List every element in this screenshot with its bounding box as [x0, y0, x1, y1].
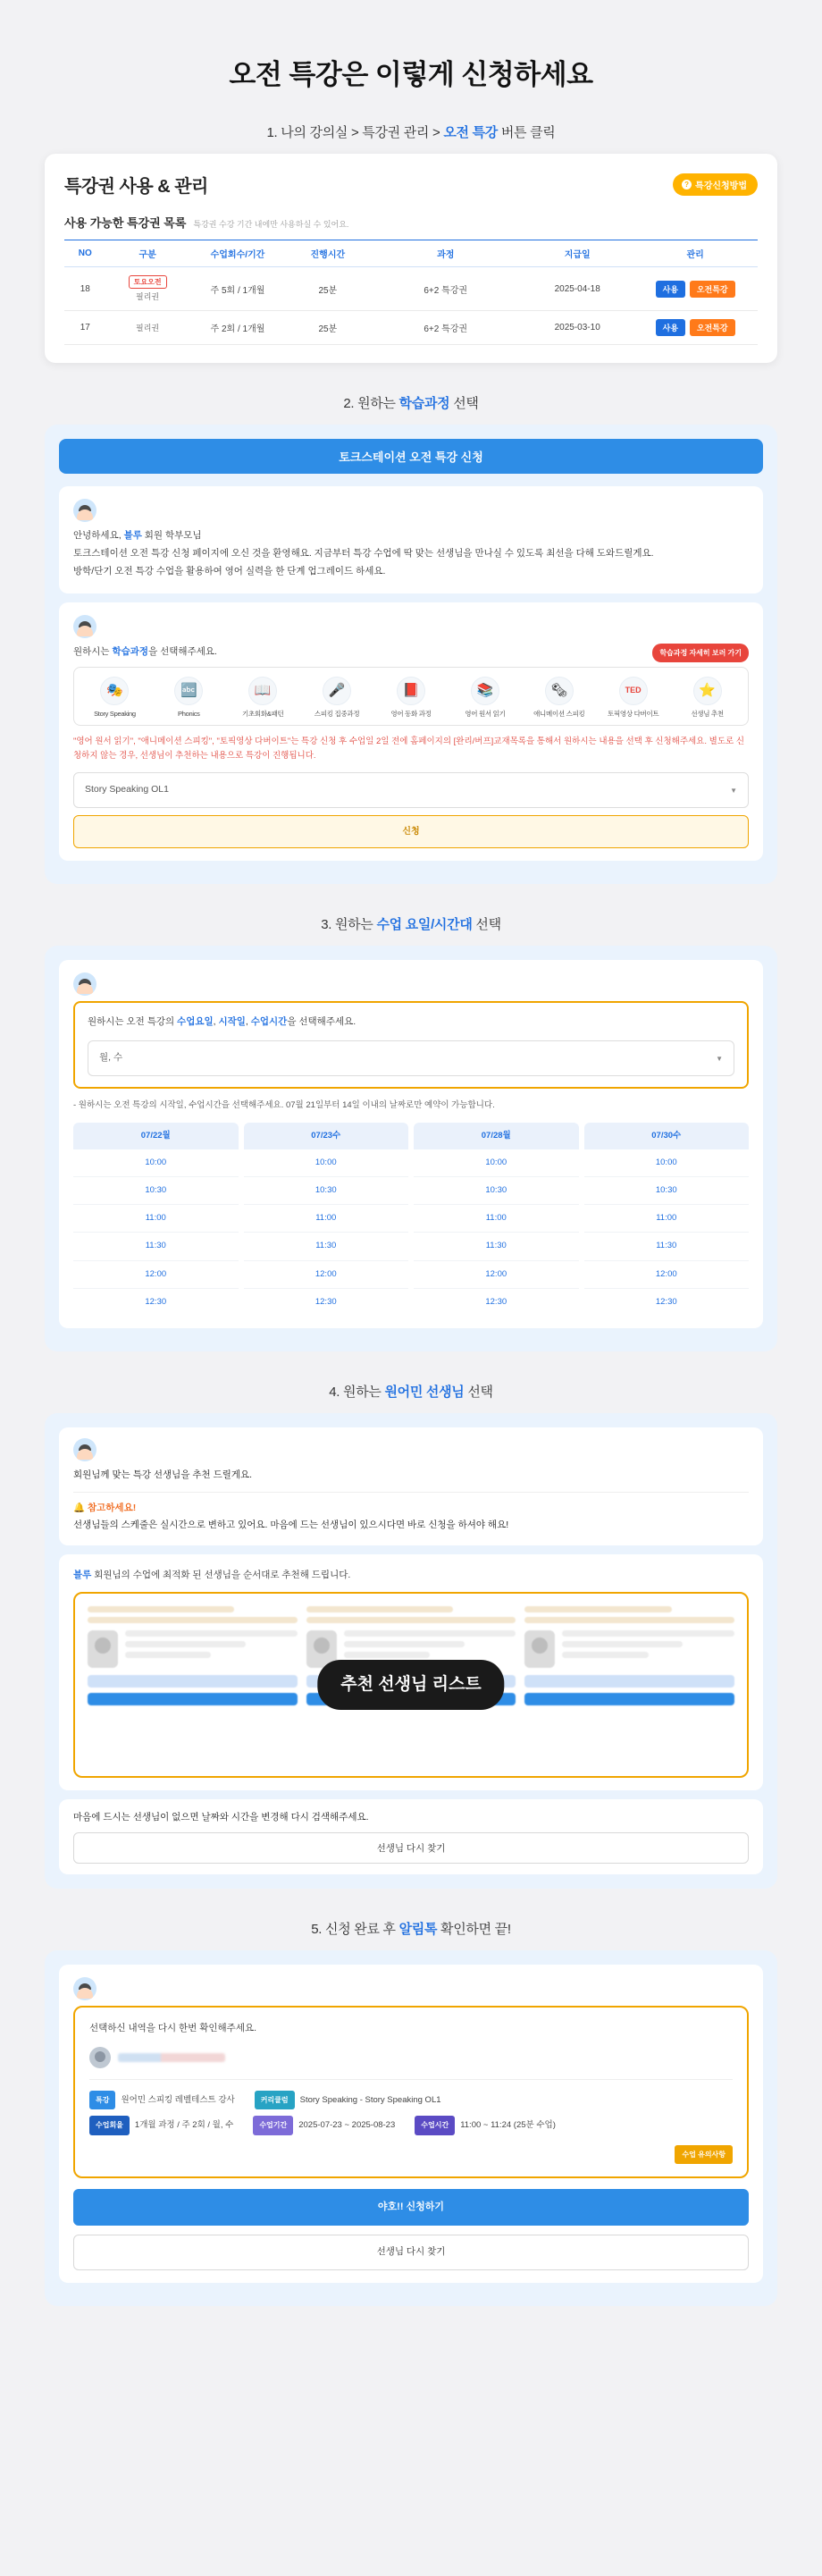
time-slot[interactable]: 11:00 — [244, 1205, 409, 1233]
time-slot[interactable]: 11:30 — [414, 1233, 579, 1260]
confirm-field — [253, 2116, 395, 2134]
apply-panel-title: 토크스테이션 오전 특강 신청 — [59, 439, 763, 474]
submit-application-button[interactable]: 야호!! 신청하기 — [73, 2189, 749, 2226]
field-pill: 수업시간 — [415, 2116, 455, 2134]
course-option-ted-topic[interactable] — [598, 677, 668, 718]
selected-days-label: 월, 수 — [99, 1052, 123, 1064]
greeting-line-1 — [73, 527, 749, 545]
course-option-english-reading[interactable] — [449, 677, 520, 718]
confirm-field — [255, 2091, 441, 2109]
sched-lead-pre: 원하시는 오전 특강의 — [88, 1016, 178, 1028]
course-label: Phonics — [178, 709, 200, 718]
th-course: 과정 — [369, 240, 522, 267]
time-slot[interactable]: 10:00 — [414, 1149, 579, 1177]
teacher-card[interactable] — [88, 1606, 298, 1705]
course-option-speaking-focus[interactable] — [302, 677, 373, 718]
confirm-row-2 — [89, 2116, 733, 2141]
greeting-box — [59, 486, 763, 593]
step-4-post: 선택 — [464, 1384, 493, 1400]
timetable-column-4 — [584, 1123, 750, 1315]
th-issued: 지급일 — [522, 240, 633, 267]
step-3-post: 선택 — [472, 917, 501, 933]
timetable-column-3 — [414, 1123, 579, 1315]
chevron-down-icon: ▼ — [716, 1054, 723, 1063]
step-1-label — [45, 122, 777, 141]
avatar — [73, 1977, 96, 2000]
time-slot[interactable]: 12:30 — [145, 1296, 167, 1307]
time-slot[interactable]: 12:00 — [244, 1261, 409, 1289]
cell-count: 주 5회 / 1개월 — [189, 267, 287, 311]
course-option-teacher-recommend[interactable] — [672, 677, 742, 718]
time-slot[interactable]: 11:00 — [414, 1205, 579, 1233]
avatar — [73, 1438, 96, 1461]
course-label: 선생님 추천 — [691, 709, 724, 718]
lead-highlight: 학습과정 — [112, 645, 149, 657]
step-5-highlight: 알림톡 — [398, 1922, 438, 1938]
step-3-label — [45, 914, 777, 933]
guide-button[interactable] — [673, 173, 758, 196]
confirm-teacher-row — [89, 2038, 733, 2080]
ted-icon: TED — [619, 677, 648, 705]
time-slot[interactable]: 11:00 — [584, 1205, 750, 1233]
course-detail-button[interactable]: 학습과정 자세히 보러 가기 — [652, 644, 749, 662]
time-slot[interactable]: 12:00 — [73, 1261, 239, 1289]
time-slot[interactable]: 11:30 — [244, 1233, 409, 1260]
step-4-highlight: 원어민 선생님 — [384, 1384, 465, 1400]
field-value: 원어민 스피킹 레벨테스트 강사 — [121, 2094, 235, 2105]
schedule-lead — [88, 1014, 734, 1031]
cell-actions — [633, 267, 758, 311]
time-slot[interactable]: 10:00 — [244, 1149, 409, 1177]
cell-type — [106, 267, 189, 311]
course-icon-row — [73, 667, 749, 726]
day-header: 07/23수 — [244, 1123, 409, 1149]
field-value: 2025-07-23 ~ 2025-08-23 — [298, 2120, 396, 2131]
greeting-line-3: 방학/단기 오전 특강 수업을 활용하여 영어 실력을 한 단계 업그레이드 하세요. — [73, 565, 386, 577]
confirm-box-wrap — [59, 1965, 763, 2282]
cell-course: 6+2 특강권 — [369, 267, 522, 311]
field-value: 11:00 ~ 11:24 (25분 수업) — [460, 2120, 556, 2131]
recommend-name: 블루 — [73, 1570, 92, 1581]
ticket-sub-desc: 특강권 수강 기간 내에만 사용하실 수 있어요. — [193, 220, 349, 229]
time-slot[interactable]: 11:30 — [73, 1233, 239, 1260]
storybook-icon: 📕 — [397, 677, 425, 705]
type-label: 필리권 — [136, 324, 160, 333]
cell-no: 18 — [64, 267, 106, 311]
recommend-lead — [73, 1567, 749, 1585]
timetable-column-1 — [73, 1123, 239, 1315]
animation-icon: 🗞 — [545, 677, 574, 705]
step-3-highlight: 수업 요일/시간대 — [376, 917, 473, 933]
lead-post: 을 선택해주세요. — [148, 645, 217, 657]
use-button[interactable]: 사용 — [656, 281, 685, 298]
table-row — [64, 267, 758, 311]
type-label: 필리권 — [136, 292, 160, 301]
time-slot[interactable]: 12:30 — [315, 1296, 337, 1307]
step-4-label — [45, 1382, 777, 1401]
page-title: 오전 특강은 이렇게 신청하세요 — [229, 59, 593, 90]
timetable-grid — [73, 1123, 749, 1315]
step-2-highlight: 학습과정 — [398, 396, 450, 411]
class-notice-tag[interactable]: 수업 유의사항 — [675, 2145, 733, 2164]
phonics-icon: 🔤 — [174, 677, 203, 705]
apply-button[interactable]: 신청 — [73, 815, 749, 848]
teacher-photo — [88, 1630, 118, 1668]
confirm-tag-row — [89, 2142, 733, 2164]
time-slot[interactable]: 12:00 — [414, 1261, 579, 1289]
bell-icon: 🔔 — [73, 1502, 86, 1513]
teacher-list-box — [59, 1554, 763, 1790]
sched-mid: , — [213, 1016, 219, 1028]
step-5-label — [45, 1919, 777, 1938]
type-tag: 토요오전 — [129, 275, 167, 289]
field-value: Story Speaking - Story Speaking OL1 — [299, 2094, 441, 2105]
teacher-intro-text: 회원님께 맞는 특강 선생님을 추천 드릴게요. — [73, 1469, 253, 1480]
use-button[interactable]: 사용 — [656, 319, 685, 336]
step-2-post: 선택 — [449, 396, 479, 411]
day-select-group — [73, 1001, 749, 1089]
th-count: 수업회수/기간 — [189, 240, 287, 267]
star-icon: ⭐ — [693, 677, 722, 705]
avatar — [73, 972, 96, 996]
story-speaking-icon: 🎭 — [100, 677, 129, 705]
lead-pre: 원하시는 — [73, 645, 113, 657]
field-pill: 커리큘럼 — [255, 2091, 295, 2109]
avatar — [73, 499, 96, 522]
step-1-highlight: 오전 특강 — [443, 125, 498, 140]
cell-course: 6+2 특강권 — [369, 311, 522, 345]
time-slot[interactable]: 10:00 — [584, 1149, 750, 1177]
time-slot[interactable]: 12:30 — [655, 1296, 677, 1307]
teacher-bottom-note: 마음에 드시는 선생님이 없으면 날짜와 시간을 변경해 다시 검색해주세요. — [73, 1812, 369, 1823]
confirm-summary — [73, 2006, 749, 2178]
course-select-box — [59, 602, 763, 862]
time-slot[interactable]: 12:30 — [485, 1296, 507, 1307]
time-slot[interactable]: 10:30 — [244, 1177, 409, 1205]
research-teacher-button-2[interactable]: 선생님 다시 찾기 — [73, 2235, 749, 2270]
sched-lead-post: 을 선택해주세요. — [287, 1016, 356, 1028]
cell-issued: 2025-04-18 — [522, 267, 633, 311]
greeting-line-2: 토크스테이션 오전 특강 신청 페이지에 오신 것을 환영해요. 지금부터 특강 수업에 딱 맞는 선생님을 만나실 수 있도록 최선을 다해 도와드릴게요. — [73, 547, 654, 559]
step-2-label — [45, 393, 777, 412]
time-slot[interactable]: 10:30 — [414, 1177, 579, 1205]
day-header: 07/28월 — [414, 1123, 579, 1149]
th-no: NO — [64, 240, 106, 267]
step-5-pre: 5. 신청 완료 후 — [311, 1922, 399, 1938]
course-label: 영어 동화 과정 — [390, 709, 432, 718]
teacher-name-masked — [118, 2053, 225, 2062]
avatar — [73, 615, 96, 638]
cell-duration: 25분 — [286, 267, 369, 311]
course-option-animation-speaking[interactable] — [524, 677, 594, 718]
greet-tail: 회원 학부모님 — [141, 530, 202, 541]
table-row — [64, 311, 758, 345]
confirm-row-1 — [89, 2091, 733, 2116]
schedule-note: - 원하시는 오전 특강의 시작일, 수업시간을 선택해주세요. 07월 21일부터 14일 이내의 날짜로만 예약이 가능합니다. — [73, 1100, 495, 1111]
teacher-list-overlay-label: 추천 선생님 리스트 — [317, 1660, 504, 1710]
course-label: 스피킹 집중과정 — [314, 709, 360, 718]
sched-hl-time: 수업시간 — [250, 1016, 288, 1028]
field-pill: 특강 — [89, 2091, 115, 2109]
confirm-panel — [45, 1950, 777, 2305]
ticket-table — [64, 240, 758, 345]
course-label: 토픽영상 다버이트 — [608, 709, 659, 718]
table-header-row — [64, 240, 758, 267]
course-select-lead — [73, 644, 749, 661]
teacher-bottom-note-box — [59, 1799, 763, 1874]
course-option-story-speaking[interactable] — [80, 677, 150, 718]
teacher-card[interactable] — [524, 1606, 734, 1705]
teacher-card-list[interactable] — [73, 1592, 749, 1778]
tip-title: 참고하세요! — [88, 1502, 137, 1513]
guide-button-label: 특강신청방법 — [695, 181, 747, 191]
question-icon: ? — [682, 180, 692, 189]
timetable-column-2 — [244, 1123, 409, 1315]
time-slot[interactable]: 10:30 — [73, 1177, 239, 1205]
step-2-pre: 2. 원하는 — [343, 396, 399, 411]
ticket-card-title: 특강권 사용 & 관리 — [64, 177, 208, 197]
step-1-pre: 1. 나의 강의실 > 특강권 관리 > — [266, 125, 444, 140]
morning-class-button[interactable]: 오전특강 — [690, 319, 735, 336]
ticket-management-card — [45, 154, 777, 363]
time-slot[interactable]: 10:00 — [73, 1149, 239, 1177]
course-select-dropdown[interactable] — [73, 772, 749, 808]
course-label: 영어 원서 읽기 — [465, 709, 506, 718]
recommend-text: 회원님의 수업에 최적화 된 선생님을 순서대로 추천해 드립니다. — [91, 1570, 351, 1581]
day-header: 07/30수 — [584, 1123, 750, 1149]
day-header: 07/22월 — [73, 1123, 239, 1149]
course-label: Story Speaking — [94, 709, 136, 718]
field-value: 1개월 과정 / 주 2회 / 월, 수 — [134, 2120, 234, 2131]
course-option-english-story[interactable] — [376, 677, 447, 718]
teacher-panel — [45, 1413, 777, 1890]
th-duration: 진행시간 — [286, 240, 369, 267]
greet-name: 블루 — [123, 530, 142, 541]
teacher-avatar — [89, 2047, 111, 2068]
course-label: 애니메이션 스피킹 — [533, 709, 585, 718]
schedule-panel — [45, 946, 777, 1351]
step-1-post: 버튼 클릭 — [497, 125, 556, 140]
sched-hl-day: 수업요일 — [177, 1016, 214, 1028]
course-label: 기초회화&패턴 — [242, 709, 284, 718]
confirm-lead: 선택하신 내역을 다시 한번 확인해주세요. — [89, 2023, 257, 2034]
course-apply-panel — [45, 425, 777, 884]
course-option-basic-conversation[interactable] — [228, 677, 298, 718]
cell-type — [106, 311, 189, 345]
sched-hl-start: 시작일 — [218, 1016, 246, 1028]
step-3-pre: 3. 원하는 — [321, 917, 377, 933]
course-note: "영어 원서 읽기", "애니메이션 스피킹", "토픽영상 다버이트"는 특강 신청 후 수업일 2일 전에 홈페이지의 [완리/버프]교재목록을 통해서 원하시는 내용을 선택 후 신청해주세요. 별도로 신청하지 않는 경우, 선생님이 추천하는 내용으로 특강이 진행됩니다. — [73, 737, 744, 762]
schedule-box — [59, 960, 763, 1327]
step-4-pre: 4. 원하는 — [329, 1384, 385, 1400]
morning-class-button[interactable]: 오전특강 — [690, 281, 735, 298]
cell-no: 17 — [64, 311, 106, 345]
books-icon: 📚 — [471, 677, 499, 705]
time-slot[interactable]: 12:00 — [584, 1261, 750, 1289]
teacher-intro-box — [59, 1427, 763, 1546]
time-slot[interactable]: 10:30 — [584, 1177, 750, 1205]
cell-issued: 2025-03-10 — [522, 311, 633, 345]
course-option-phonics[interactable] — [154, 677, 224, 718]
step-5-post: 확인하면 끝! — [437, 1922, 511, 1938]
greet-hello: 안녕하세요, — [73, 530, 122, 541]
time-slot[interactable]: 11:00 — [73, 1205, 239, 1233]
ticket-subhead — [64, 214, 758, 231]
tip-title-row — [73, 1500, 749, 1518]
confirm-field — [89, 2091, 235, 2109]
cell-count: 주 2회 / 1개월 — [189, 311, 287, 345]
research-teacher-button[interactable]: 선생님 다시 찾기 — [73, 1832, 749, 1864]
chevron-down-icon: ▼ — [730, 786, 737, 795]
cell-actions — [633, 311, 758, 345]
confirm-field — [89, 2116, 233, 2134]
field-pill: 수업회율 — [89, 2116, 130, 2134]
cell-duration: 25분 — [286, 311, 369, 345]
th-actions: 관리 — [633, 240, 758, 267]
sched-mid2: , — [245, 1016, 251, 1028]
teacher-photo — [524, 1630, 555, 1668]
book-icon: 📖 — [248, 677, 277, 705]
field-pill: 수업기간 — [253, 2116, 293, 2134]
selected-course-label: Story Speaking OL1 — [85, 784, 169, 796]
ticket-sub-title: 사용 가능한 특강권 목록 — [64, 216, 187, 230]
tip-body: 선생님들의 스케줄은 실시간으로 변하고 있어요. 마음에 드는 선생님이 있으시다면 바로 신청을 하셔야 해요! — [73, 1520, 509, 1531]
th-type: 구분 — [106, 240, 189, 267]
card-header — [64, 172, 758, 198]
confirm-field — [415, 2116, 556, 2134]
microphone-icon: 🎤 — [323, 677, 351, 705]
time-slot[interactable]: 11:30 — [584, 1233, 750, 1260]
day-select-dropdown[interactable] — [88, 1040, 734, 1076]
